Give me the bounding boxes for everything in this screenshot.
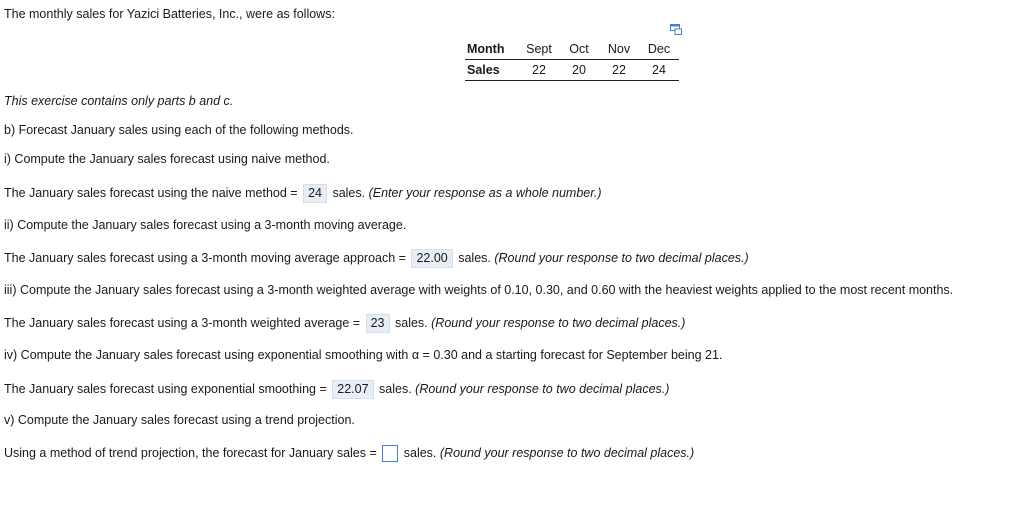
answer-prefix: The January sales forecast using a 3-month weighted average = <box>4 316 361 330</box>
answer-prefix: The January sales forecast using the naive method = <box>4 186 298 200</box>
question-moving-average: ii) Compute the January sales forecast using a 3-month moving average. <box>4 218 407 232</box>
answer-suffix: sales. <box>458 251 491 265</box>
table-row <box>465 39 679 60</box>
answer-suffix: sales. <box>395 316 428 330</box>
answer-suffix: sales. <box>403 446 437 460</box>
answer-hint: (Round your response to two decimal places.) <box>415 382 670 396</box>
answer-field-exponential-smoothing[interactable]: 22.07 <box>332 380 373 399</box>
exercise-note: This exercise contains only parts b and c. <box>4 94 234 108</box>
answer-field-weighted-average[interactable]: 23 <box>366 314 390 333</box>
answer-line-trend-projection <box>4 445 694 462</box>
answer-hint: (Enter your response as a whole number.) <box>368 186 602 200</box>
answer-line-weighted-average <box>4 314 685 333</box>
question-naive: i) Compute the January sales forecast using naive method. <box>4 152 330 166</box>
answer-hint: (Round your response to two decimal places.) <box>494 251 749 265</box>
answer-suffix: sales. <box>332 186 366 200</box>
question-trend-projection: v) Compute the January sales forecast using a trend projection. <box>4 413 355 427</box>
sales-cell: 22 <box>519 60 559 81</box>
answer-prefix: The January sales forecast using exponential smoothing = <box>4 382 327 396</box>
question-weighted-average: iii) Compute the January sales forecast using a 3-month weighted average with weights of 0.10, 0.30, and 0.60 with the heaviest weights applied to the most recent months. <box>4 283 954 297</box>
answer-line-moving-average <box>4 249 749 268</box>
intro-text: The monthly sales for Yazici Batteries, Inc., were as follows: <box>4 7 335 21</box>
answer-line-naive <box>4 184 602 203</box>
sales-cell: 22 <box>599 60 639 81</box>
answer-hint: (Round your response to two decimal places.) <box>431 316 686 330</box>
row-header-sales: Sales <box>465 60 519 81</box>
table-row <box>465 60 679 81</box>
sales-table <box>465 39 679 81</box>
answer-field-moving-average[interactable]: 22.00 <box>411 249 452 268</box>
answer-suffix: sales. <box>379 382 412 396</box>
sales-cell: 20 <box>559 60 599 81</box>
month-cell: Nov <box>599 39 639 60</box>
row-header-month: Month <box>465 39 519 60</box>
answer-prefix: The January sales forecast using a 3-month moving average approach = <box>4 251 406 265</box>
month-cell: Sept <box>519 39 559 60</box>
month-cell: Dec <box>639 39 679 60</box>
answer-field-naive[interactable]: 24 <box>303 184 327 203</box>
month-cell: Oct <box>559 39 599 60</box>
part-b-heading: b) Forecast January sales using each of the following methods. <box>4 123 354 137</box>
question-exponential-smoothing: iv) Compute the January sales forecast using exponential smoothing with α = 0.30 and a starting forecast for September being 21. <box>4 348 723 362</box>
sales-cell: 24 <box>639 60 679 81</box>
answer-input-trend-projection[interactable] <box>382 445 398 462</box>
answer-prefix: Using a method of trend projection, the forecast for January sales = <box>4 446 377 460</box>
copy-table-icon[interactable] <box>670 24 682 35</box>
answer-hint: (Round your response to two decimal places.) <box>439 446 695 460</box>
answer-line-exponential-smoothing <box>4 380 669 399</box>
